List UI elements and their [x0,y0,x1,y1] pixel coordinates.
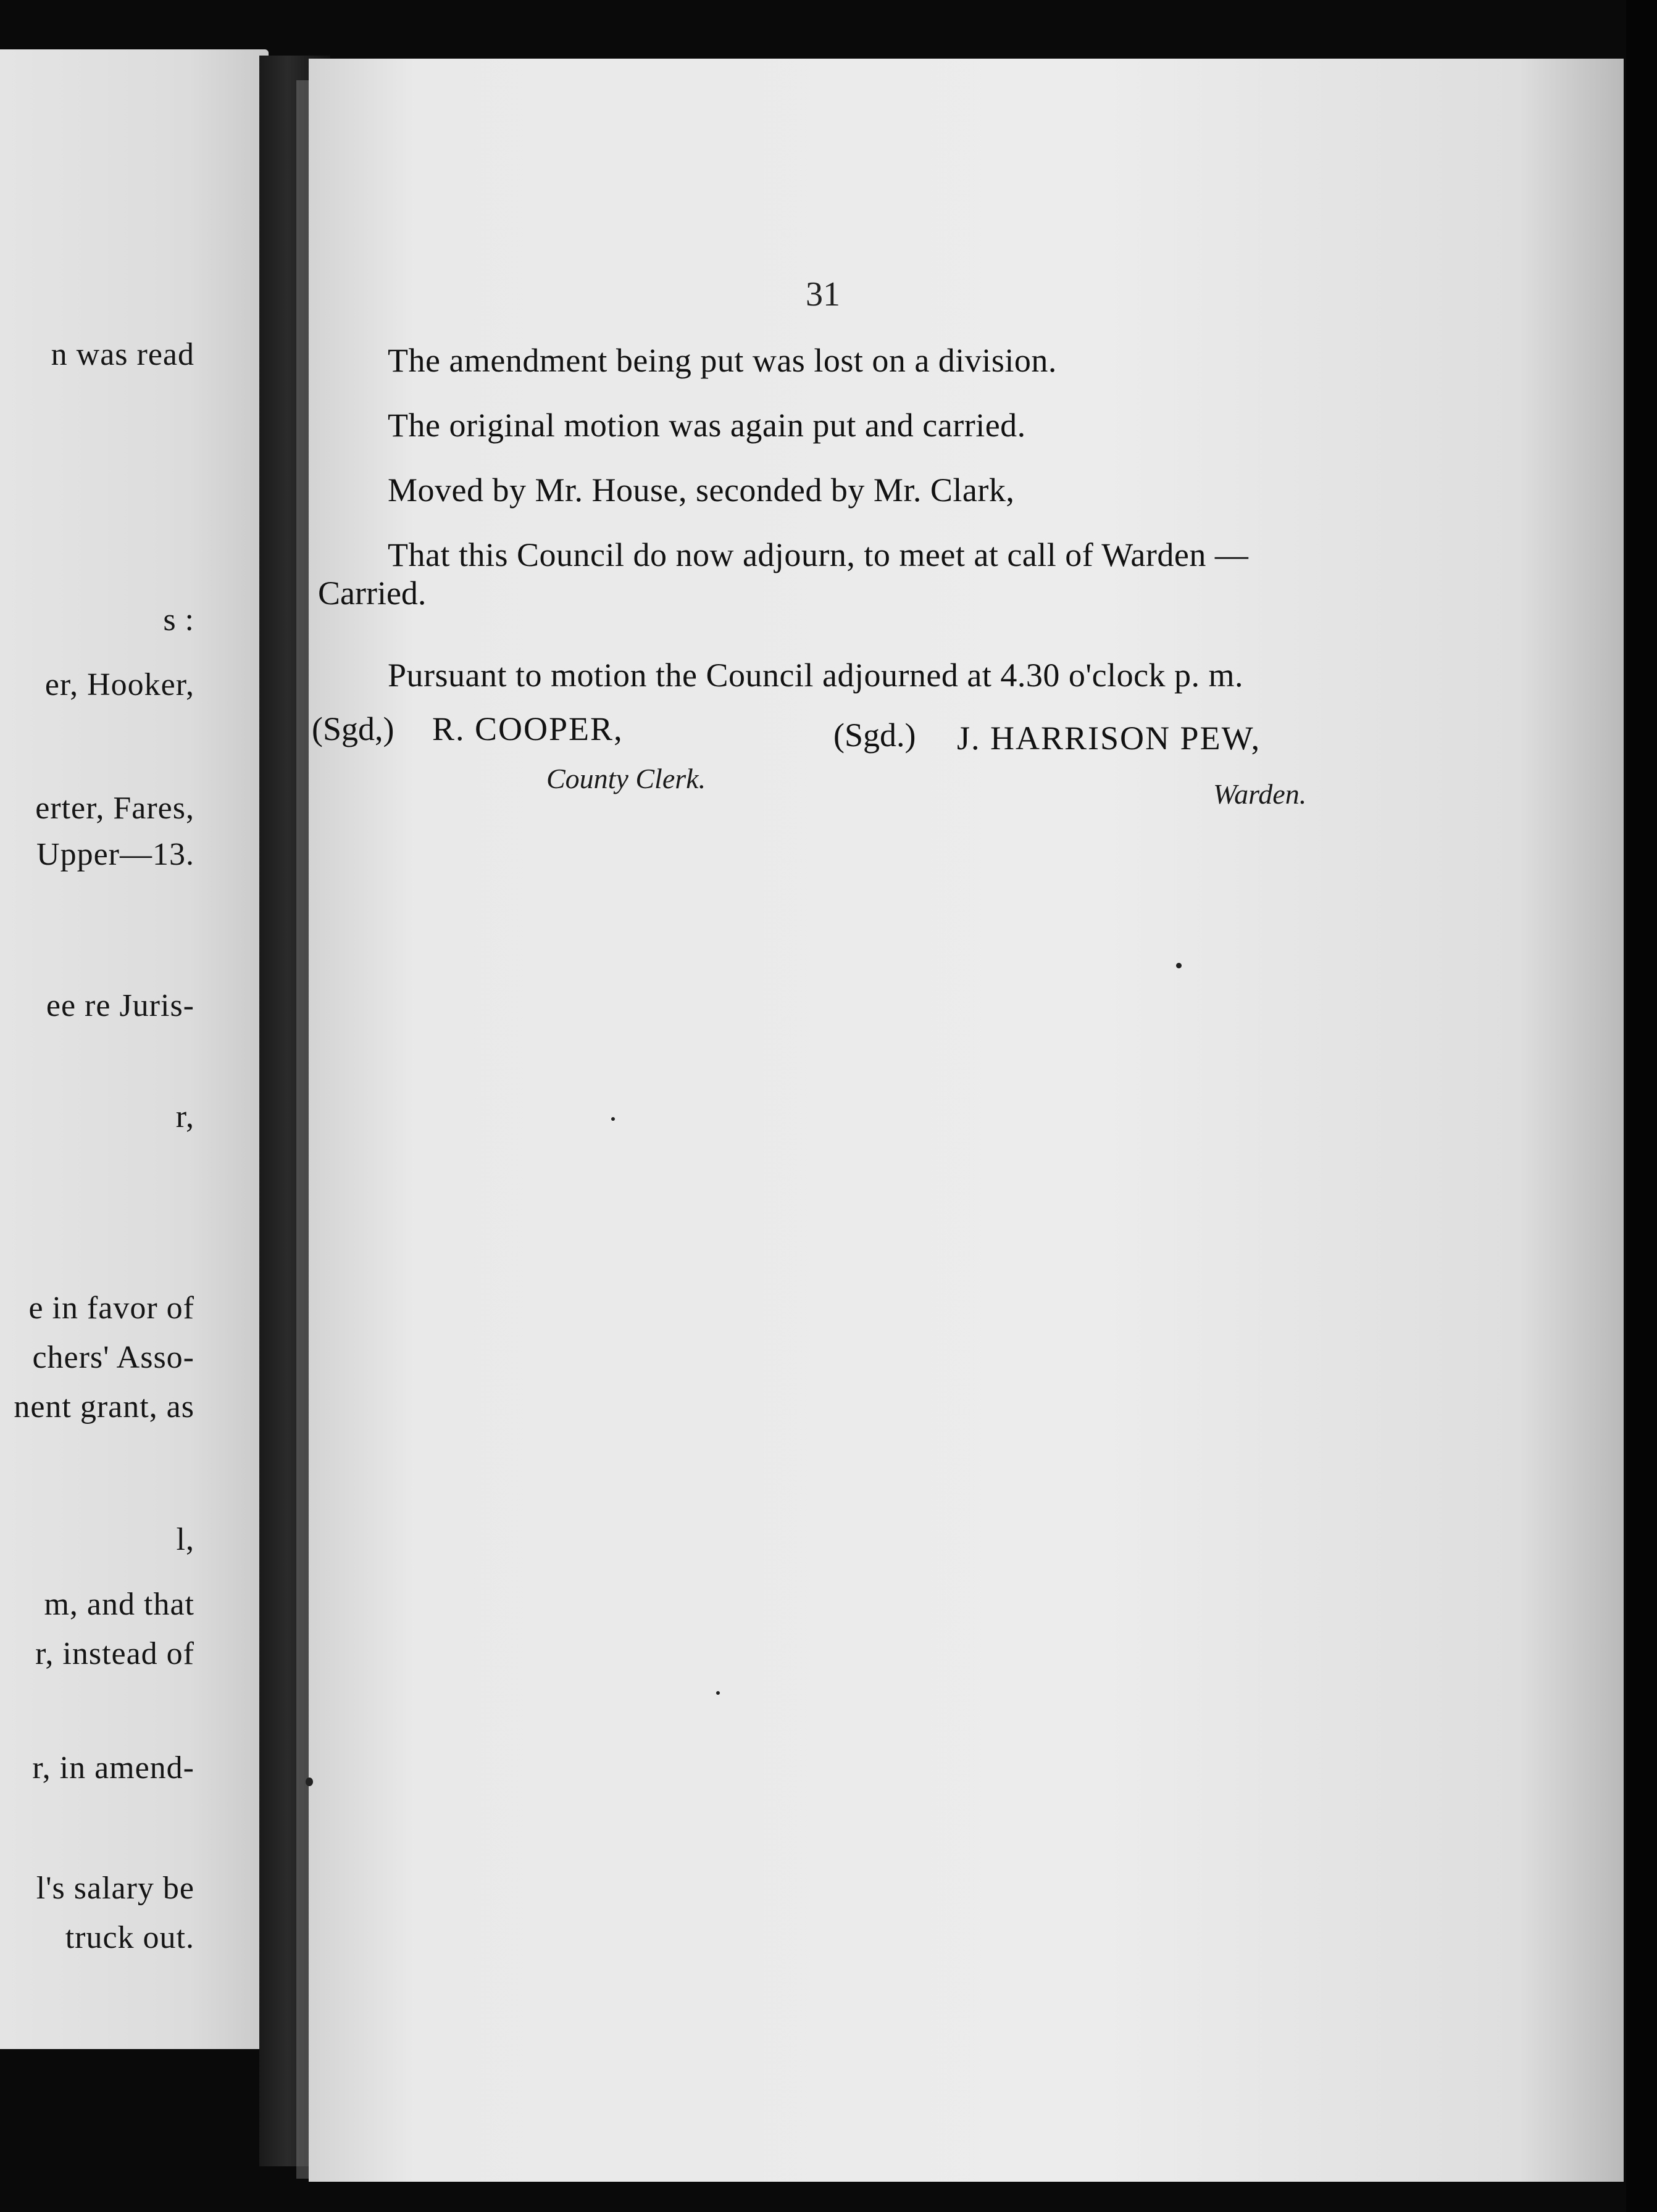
left-page-line: r, in amend- [32,1750,194,1786]
scan-speck [1176,963,1182,968]
left-page-line: erter, Fares, [35,791,194,826]
left-page-line: ee re Juris- [46,988,194,1023]
paragraph: The amendment being put was lost on a division. [388,342,1057,379]
left-page-line: nent grant, as [14,1389,194,1424]
left-page-line: s : [163,602,194,638]
left-page-line: r, instead of [35,1636,194,1671]
left-page-line: r, [175,1099,194,1134]
scan-speck [716,1691,720,1695]
signature-title-warden: Warden. [1213,778,1307,810]
signature-prefix-left: (Sgd,) [312,710,394,747]
signature-prefix-right: (Sgd.) [833,717,916,754]
left-page-line: n was read [51,337,194,372]
paragraph: Pursuant to motion the Council adjourned at 4.30 o'clock p. m. [388,657,1244,694]
left-page-line: truck out. [65,1920,194,1955]
left-page-line: l, [176,1522,194,1557]
left-page-line: chers' Asso- [32,1340,194,1375]
signature-name-warden: J. HARRISON PEW, [957,720,1261,757]
page-number: 31 [806,275,840,314]
left-page-line: er, Hooker, [44,667,194,702]
left-page-fragment [0,49,269,2049]
scan-speck [306,1778,313,1786]
signature-title-clerk: County Clerk. [546,763,706,794]
left-page-line: l's salary be [36,1871,194,1906]
left-page-line: e in favor of [28,1291,194,1326]
paragraph: Moved by Mr. House, seconded by Mr. Clark, [388,472,1015,509]
paragraph: That this Council do now adjourn, to meet at call of Warden — [388,536,1249,573]
paragraph: The original motion was again put and carried. [388,407,1026,444]
scan-edge [1626,0,1657,2212]
left-page-line: Upper—13. [36,837,194,872]
scan-speck [611,1117,615,1121]
paragraph-continuation: Carried. [318,575,427,612]
signature-name-clerk: R. COOPER, [432,710,624,747]
left-page-line: m, and that [44,1587,194,1622]
